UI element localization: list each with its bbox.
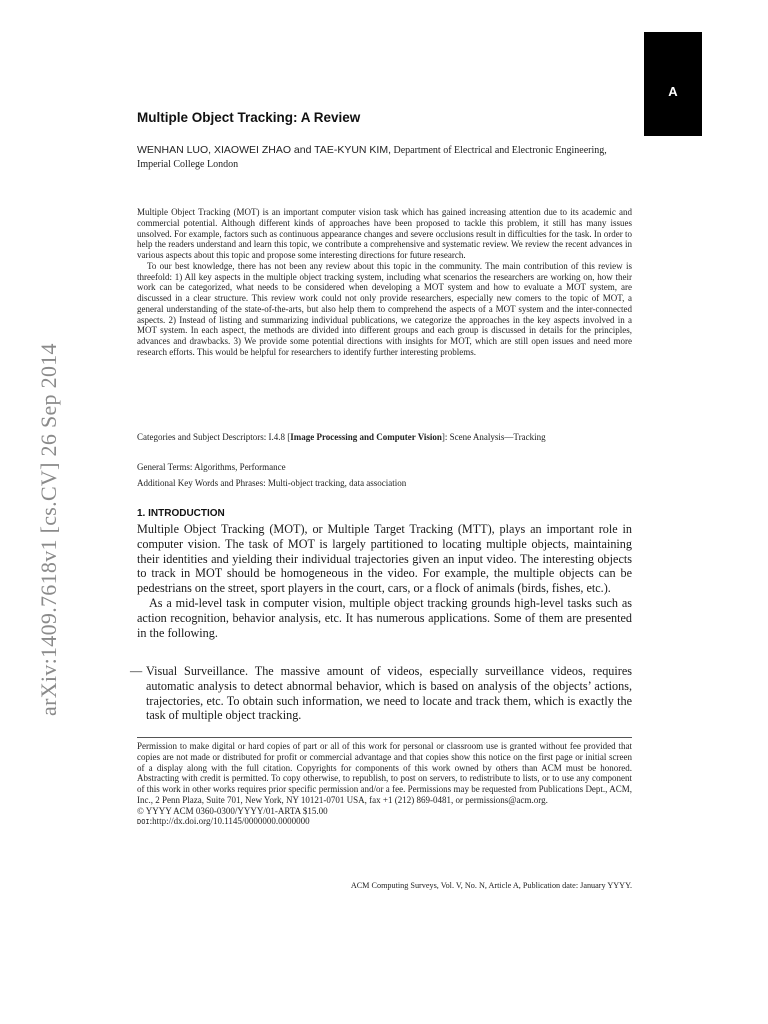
list-item-text: Visual Surveillance. The massive amount of videos, especially surveillance videos, requires automatic analysis to detect abnormal behavior, which is based on analysis of the objects’ actions, trajectories, etc. To obtain such information, we need to locate and track them, which is exactly the task of multiple object tracking. (146, 664, 632, 723)
intro-paragraph-1: Multiple Object Tracking (MOT), or Multiple Target Tracking (MTT), plays an important role in computer vision. The task of MOT is largely partitioned to locating multiple objects, maintaining their identities and yielding their individual trajectories given an input video. The interesting objects to track in MOT should be homogeneous in the video. For example, the multiple objects can be pedestrians on the street, sport players in the court, cars, or a flock of animals (birds, fishes, etc.). (137, 522, 632, 596)
list-dash: — (130, 664, 143, 678)
permission-footnote (137, 741, 632, 828)
permission-notice: Permission to make digital or hard copies of part or all of this work for personal or classroom use is granted without fee provided that copies are not made or distributed for profit or commercial advantage and that copies show this notice on the first page or initial screen of a display along with the full citation. Copyrights for components of this work owned by others than ACM must be honored. Abstracting with credit is permitted. To copy otherwise, to republish, to post on servers, to redistribute to lists, or to use any component of this work in other works requires prior specific permission and/or a fee. Permissions may be requested from Publications Dept., ACM, Inc., 2 Penn Plaza, Suite 701, New York, NY 10121-0701 USA, fax +1 (212) 869-0481, or permissions@acm.org. (137, 741, 632, 805)
general-terms: General Terms: Algorithms, Performance (137, 462, 286, 472)
journal-running-footer: ACM Computing Surveys, Vol. V, No. N, Article A, Publication date: January YYYY. (350, 881, 632, 890)
keywords: Additional Key Words and Phrases: Multi-object tracking, data association (137, 478, 407, 488)
doi-label: DOI (137, 818, 150, 827)
doi-link[interactable]: :http://dx.doi.org/10.1145/0000000.0000000 (149, 816, 310, 827)
categories-bold-term: Image Processing and Computer Vision (290, 432, 442, 442)
doi-line (137, 816, 632, 828)
author-affiliation: Department of Electrical and Electronic Engineering, Imperial College London (137, 145, 607, 170)
categories-prefix: Categories and Subject Descriptors: I.4.8 [ (137, 432, 291, 442)
article-letter-tab (644, 32, 702, 136)
section-heading-introduction: 1. INTRODUCTION (137, 508, 225, 519)
article-letter: A (668, 84, 678, 99)
arxiv-identifier: arXiv:1409.7618v1 [cs.CV] 26 Sep 2014 (36, 343, 61, 716)
author-names: WENHAN LUO, XIAOWEI ZHAO and TAE-KYUN KIM, (137, 144, 391, 156)
list-item-visual-surveillance (130, 664, 632, 723)
footnote-divider (137, 737, 632, 738)
categories-suffix: ]: Scene Analysis—Tracking (441, 432, 546, 442)
categories-descriptors (137, 432, 632, 443)
introduction-body (137, 522, 632, 640)
intro-paragraph-2: As a mid-level task in computer vision, multiple object tracking grounds high-level tasks such as action recognition, behavior analysis, etc. It has numerous applications. Some of them are presented in the following. (137, 595, 632, 640)
copyright-line: © YYYY ACM 0360-0300/YYYY/01-ARTA $15.00 (137, 805, 328, 816)
abstract-paragraph-1: Multiple Object Tracking (MOT) is an important computer vision task which has gained increasing attention due to its academic and commercial potential. Although different kinds of approaches have been proposed to tackle this problem, it still has many issues unsolved. For example, factors such as continuous appearance changes and severe occlusions result in difficulties for the task. In order to help the readers understand and learn this topic, we contribute a comprehensive and systematic review. We review the recent advances in various aspects about this topic and propose some interesting directions for future research. (137, 207, 632, 260)
abstract (137, 207, 632, 358)
paper-title: Multiple Object Tracking: A Review (137, 110, 361, 125)
abstract-paragraph-2: To our best knowledge, there has not been any review about this topic in the community. The main contribution of this review is threefold: 1) All key aspects in the multiple object tracking system, including what scenarios the researchers are working on, how their work can be categorized, what needs to be considered when developing a MOT system and how to evaluate a MOT system, are discussed in a clear structure. This review work could not only provide researchers, especially new comers to the topic of MOT, a general understanding of the state-of-the-arts, but also help them to comprehend the aspects of a MOT system and the inter-connected aspects. 2) Instead of listing and summarizing individual publications, we categorize the approaches in the key aspects involved in a MOT system. In each aspect, the methods are divided into different groups and each group is discussed in details for the principles, advances and drawbacks. 3) We provide some potential directions with insights for MOT, which are still open issues and need more research efforts. This would be helpful for researchers to identify further interesting problems. (137, 260, 632, 357)
author-block (137, 143, 632, 172)
